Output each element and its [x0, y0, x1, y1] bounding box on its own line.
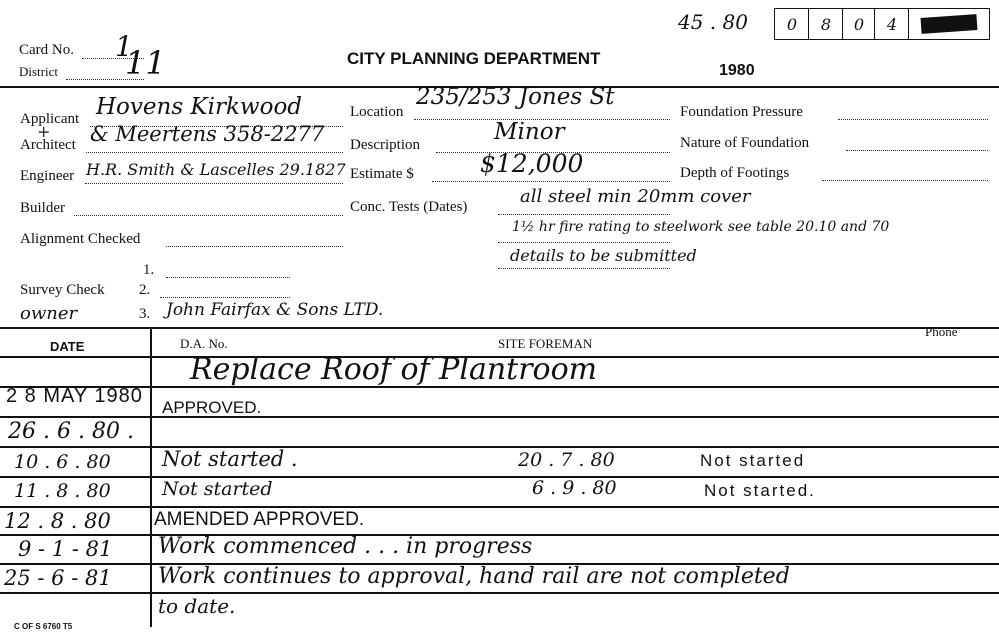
- estimate-label: Estimate $: [350, 166, 414, 182]
- note-line-2: details to be submitted: [510, 246, 697, 265]
- col-date-header: DATE: [50, 339, 85, 354]
- architect-mark: +: [37, 122, 51, 141]
- col-da-header: D.A. No.: [180, 336, 228, 351]
- card-no-value: 1: [115, 30, 133, 63]
- code-box-2: 8: [808, 8, 843, 40]
- log-heading-entry: Replace Roof of Plantroom: [190, 352, 598, 387]
- log-row-date: 2 8 MAY 1980: [6, 385, 143, 407]
- code-box-4: 4: [874, 8, 909, 40]
- col-phone-header: Phone: [925, 324, 958, 339]
- log-row-entry: Work continues to approval, hand rail are not completed: [158, 564, 790, 589]
- note-line-1: 1½ hr fire rating to steelwork see table 20.10 and 70: [512, 219, 890, 235]
- form-code: C OF S 6760 T5: [14, 622, 73, 631]
- log-row-date-2: 20 . 7 . 80: [518, 449, 615, 471]
- applicant-value: Hovens Kirkwood: [96, 94, 303, 120]
- conc-tests-label: Conc. Tests (Dates): [350, 199, 468, 215]
- applicant-label: Applicant: [20, 111, 80, 127]
- log-row-date: 25 - 6 - 81: [4, 566, 112, 590]
- survey-check-label: Survey Check: [20, 282, 105, 298]
- description-value: Minor: [494, 119, 565, 145]
- district-label: District: [19, 64, 58, 79]
- log-row-entry: to date.: [158, 594, 236, 618]
- conc-tests-value: all steel min 20mm cover: [520, 186, 751, 207]
- log-row-date: 12 . 8 . 80: [4, 509, 111, 533]
- estimate-value: $12,000: [480, 149, 584, 178]
- col-foreman-header: SITE FOREMAN: [498, 336, 593, 351]
- log-row-entry: Not started: [162, 478, 273, 500]
- code-box-1: 0: [774, 8, 809, 40]
- owner-note: owner: [20, 303, 78, 324]
- engineer-label: Engineer: [20, 168, 75, 184]
- code-box-3: 0: [842, 8, 875, 40]
- code-box-redacted: [908, 8, 990, 40]
- alignment-label: Alignment Checked: [20, 231, 141, 247]
- card-no-label: Card No.: [19, 42, 74, 58]
- survey-value-3: John Fairfax & Sons LTD.: [166, 300, 384, 320]
- builder-label: Builder: [20, 200, 65, 216]
- location-value: 235/253 Jones St: [416, 84, 615, 110]
- log-row-entry-2: Not started: [700, 451, 806, 470]
- log-row-entry: Work commenced . . . in progress: [158, 534, 533, 559]
- engineer-value: H.R. Smith & Lascelles 29.1827: [86, 160, 346, 179]
- survey-num-3: 3.: [139, 306, 151, 322]
- survey-num-1: 1.: [143, 262, 155, 278]
- log-row-entry-2: Not started.: [704, 481, 816, 500]
- description-label: Description: [350, 137, 420, 153]
- log-row-date: 10 . 6 . 80: [14, 451, 111, 473]
- log-row-entry: Not started .: [162, 447, 298, 471]
- architect-label: Architect: [20, 137, 76, 153]
- log-row-date: 9 - 1 - 81: [18, 537, 113, 561]
- redaction-mark: [921, 14, 978, 34]
- year: 1980: [719, 62, 755, 79]
- page-title: CITY PLANNING DEPARTMENT: [347, 49, 601, 68]
- architect-value: & Meertens 358-2277: [90, 122, 325, 146]
- depth-of-footings-label: Depth of Footings: [680, 165, 790, 181]
- log-row-date: 26 . 6 . 80 .: [8, 419, 134, 444]
- log-row-entry: APPROVED.: [162, 398, 262, 417]
- log-row-date-2: 6 . 9 . 80: [532, 477, 617, 499]
- location-label: Location: [350, 104, 404, 120]
- survey-num-2: 2.: [139, 282, 151, 298]
- log-row-date: 11 . 8 . 80: [14, 480, 111, 502]
- code-prefix: 45 . 80: [678, 10, 748, 34]
- log-row-entry: AMENDED APPROVED.: [154, 509, 365, 530]
- nature-of-foundation-label: Nature of Foundation: [680, 135, 810, 151]
- district-value: 11: [125, 44, 166, 82]
- foundation-pressure-label: Foundation Pressure: [680, 104, 803, 120]
